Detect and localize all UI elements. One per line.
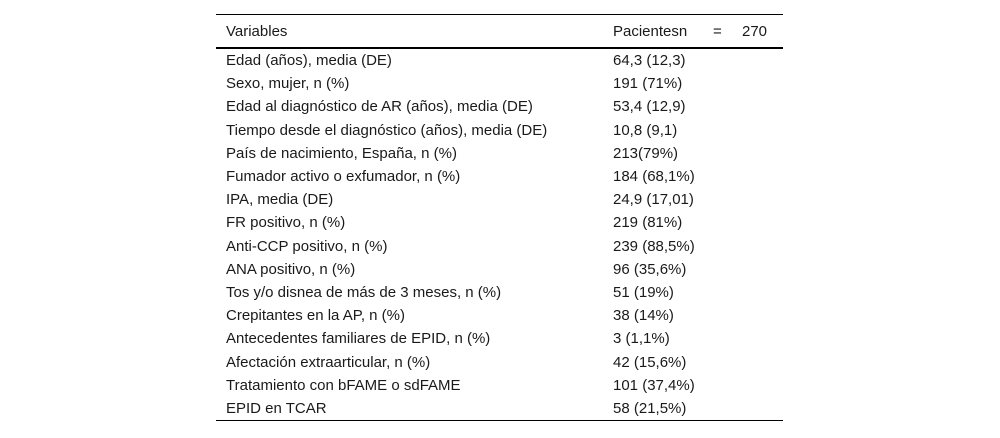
table-row: [216, 235, 783, 258]
row-variable: Edad al diagnóstico de AR (años), media (DE): [226, 98, 533, 116]
row-variable: Tos y/o disnea de más de 3 meses, n (%): [226, 283, 502, 301]
table-row: [216, 374, 783, 397]
row-value: 239 (88,5%): [613, 237, 695, 255]
header-equals-sign: =: [713, 22, 722, 40]
table-row: [216, 72, 783, 95]
row-variable: Fumador activo o exfumador, n (%): [226, 168, 461, 186]
table-row: [216, 350, 783, 373]
table-header: [216, 15, 783, 49]
row-value: 53,4 (12,9): [613, 98, 686, 116]
table-row: [216, 48, 783, 72]
header-patients-label: Pacientesn: [613, 22, 688, 40]
row-value: 10,8 (9,1): [613, 121, 678, 139]
row-value: 24,9 (17,01): [613, 191, 694, 209]
table-row: [216, 142, 783, 165]
row-variable: Tratamiento con bFAME o sdFAME: [226, 376, 461, 394]
table-row: [216, 327, 783, 350]
header-patients-group: [613, 23, 783, 40]
row-value: 219 (81%): [613, 214, 683, 232]
row-value: 213(79%): [613, 144, 679, 162]
row-value: 184 (68,1%): [613, 168, 695, 186]
row-value: 58 (21,5%): [613, 399, 687, 417]
header-patients-cell: [603, 15, 783, 49]
characteristics-table-container: [216, 14, 783, 421]
characteristics-table: [216, 14, 783, 421]
row-variable: EPID en TCAR: [226, 399, 327, 417]
table-row: [216, 397, 783, 421]
table-row: [216, 95, 783, 118]
row-value: 191 (71%): [613, 75, 683, 93]
row-variable: Anti-CCP positivo, n (%): [226, 237, 388, 255]
row-variable: Tiempo desde el diagnóstico (años), media (DE): [226, 121, 548, 139]
table-row: [216, 119, 783, 142]
table-row: [216, 188, 783, 211]
row-variable: País de nacimiento, España, n (%): [226, 144, 457, 162]
row-variable: FR positivo, n (%): [226, 214, 346, 232]
header-patient-count: 270: [742, 22, 768, 40]
row-value: 101 (37,4%): [613, 376, 695, 394]
row-variable: Afectación extraarticular, n (%): [226, 353, 431, 371]
row-variable: Sexo, mujer, n (%): [226, 75, 350, 93]
row-variable: IPA, media (DE): [226, 191, 334, 209]
header-variables: Variables: [226, 22, 288, 40]
row-variable: Edad (años), media (DE): [226, 52, 392, 70]
header-row: [216, 15, 783, 49]
row-variable: Crepitantes en la AP, n (%): [226, 307, 405, 325]
row-value: 38 (14%): [613, 307, 674, 325]
row-value: 96 (35,6%): [613, 260, 687, 278]
row-value: 64,3 (12,3): [613, 52, 686, 70]
table-row: [216, 258, 783, 281]
table-row: [216, 211, 783, 234]
row-value: 42 (15,6%): [613, 353, 687, 371]
table-body: [216, 48, 783, 421]
row-variable: ANA positivo, n (%): [226, 260, 356, 278]
row-variable: Antecedentes familiares de EPID, n (%): [226, 330, 491, 348]
table-row: [216, 304, 783, 327]
row-value: 51 (19%): [613, 283, 674, 301]
table-row: [216, 281, 783, 304]
table-row: [216, 165, 783, 188]
row-value: 3 (1,1%): [613, 330, 670, 348]
